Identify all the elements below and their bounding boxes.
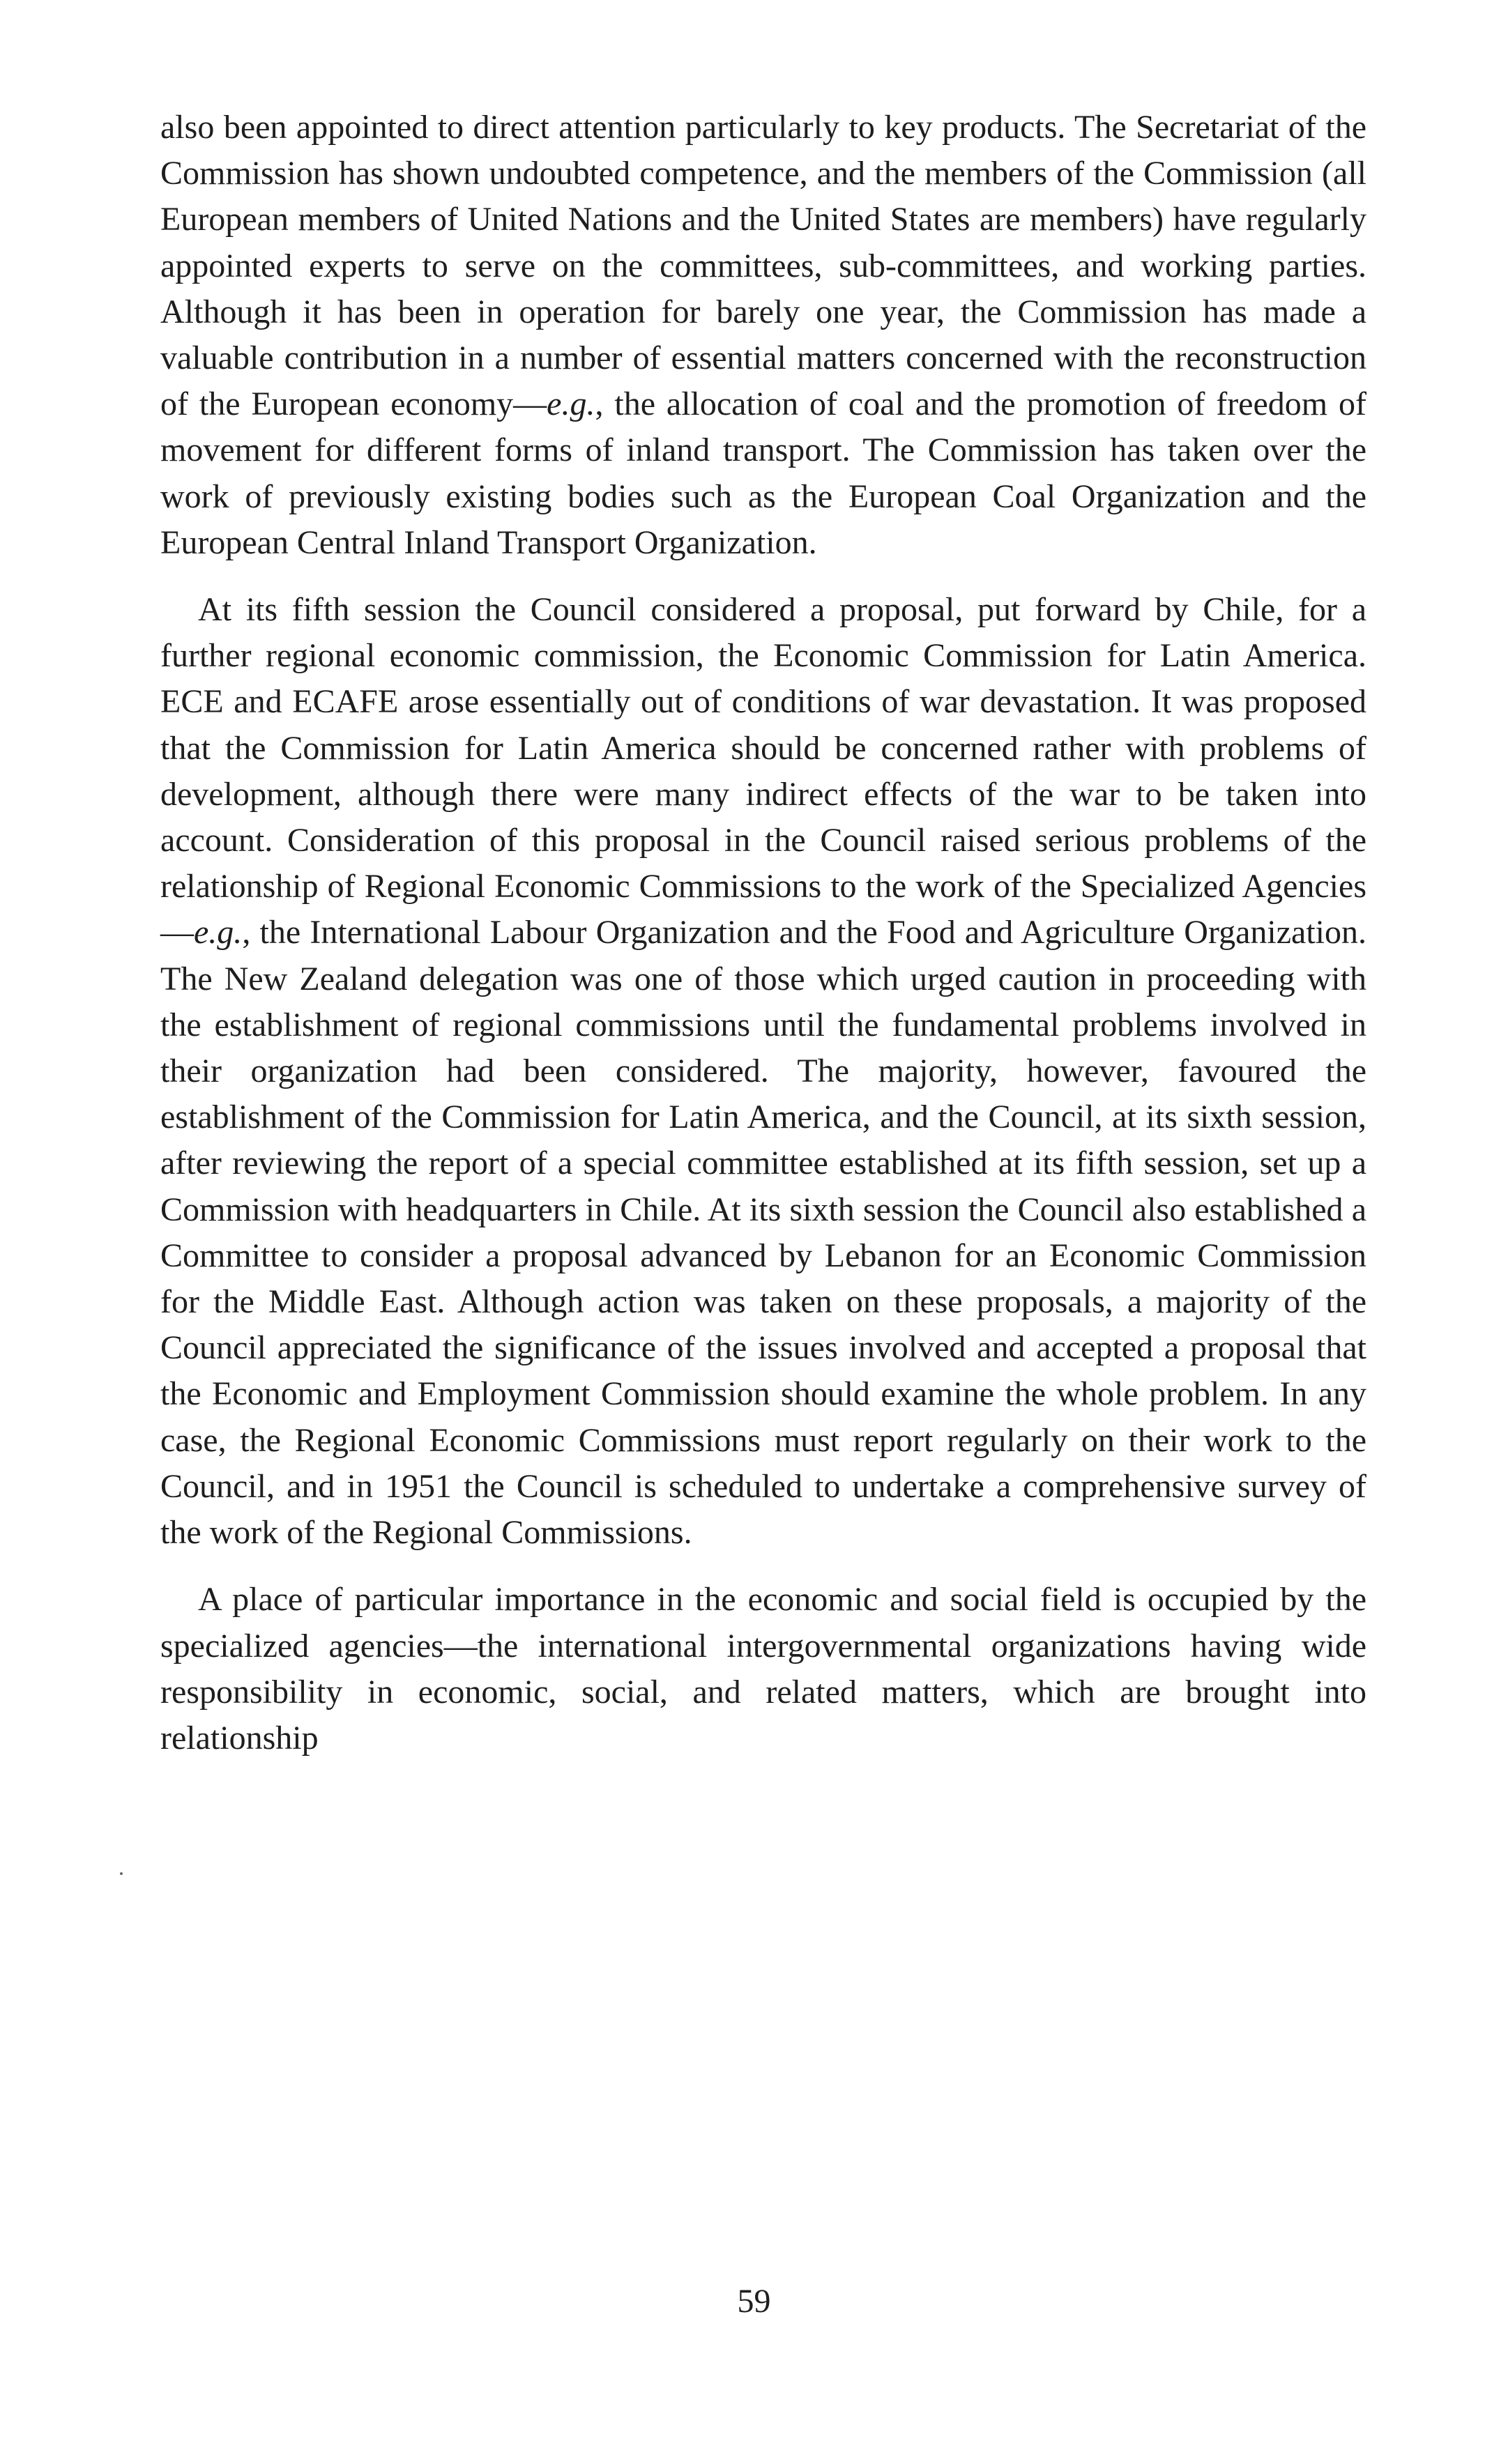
page-number: 59 (737, 2283, 771, 2320)
paragraph-italic-text: e.g. (194, 914, 243, 951)
paragraph-text: , the allocation of coal and the promotion of freedom of movement for different forms of inland transport. The Commission has taken over the work of previously existing bodies such as the European Coal Organization and the European Central Inland Transport Organization. (160, 385, 1366, 561)
paragraph-text: also been appointed to direct attention particularly to key products. The Secretariat of the Commission has shown undoubted competence, and the members of the Commission (all European members of United Nations and the United States are members) have regularly appointed experts to serve on the committees, sub-committees, and working parties. Although it has been in operation for barely one year, the Commission has made a valuable contribution in a number of essential matters concerned with the reconstruction of the European economy— (160, 109, 1366, 423)
paragraph-text: , the International Labour Organization and the Food and Agriculture Organization. The New Zealand delegation was one of those which urged caution in proceeding with the establishment of regional commissions until the fundamental problems involved in their organization had been considered. The majority, however, favoured the establishment of the Commission for Latin America, and the Council, at its sixth session, after reviewing the report of a special committee established at its fifth session, set up a Commission with headquarters in Chile. At its sixth session the Council also established a Committee to consider a proposal advanced by Lebanon for an Economic Commission for the Middle East. Although action was taken on these proposals, a majority of the Council appreciated the significance of the issues involved and accepted a proposal that the Economic and Employment Commission should examine the whole problem. In any case, the Regional Economic Commissions must report regularly on their work to the Council, and in 1951 the Council is scheduled to undertake a comprehensive survey of the work of the Regional Commissions. (160, 914, 1366, 1552)
page-body (160, 105, 1366, 1761)
paragraph-text: A place of particular importance in the economic and social field is occupied by the specialized agencies—the international intergovernmental organizations having wide responsibility in economic, social, and related matters, which are brought into relationship (160, 1581, 1366, 1757)
paragraph-specialized-agencies (160, 1577, 1366, 1761)
paragraph-text: At its fifth session the Council considered a proposal, put forward by Chile, for a further regional economic commission, the Economic Commission for Latin America. ECE and ECAFE arose essentially out of conditions of war devastation. It was proposed that the Commission for Latin America should be concerned rather with problems of development, although there were many indirect effects of the war to be taken into account. Consideration of this proposal in the Council raised serious problems of the relationship of Regional Economic Commissions to the work of the Specialized Agencies— (160, 591, 1366, 951)
paragraph-italic-text: e.g. (547, 385, 595, 423)
margin-speck (120, 1872, 123, 1875)
paragraph-latin-america-commission (160, 587, 1366, 1556)
paragraph-continued (160, 105, 1366, 566)
